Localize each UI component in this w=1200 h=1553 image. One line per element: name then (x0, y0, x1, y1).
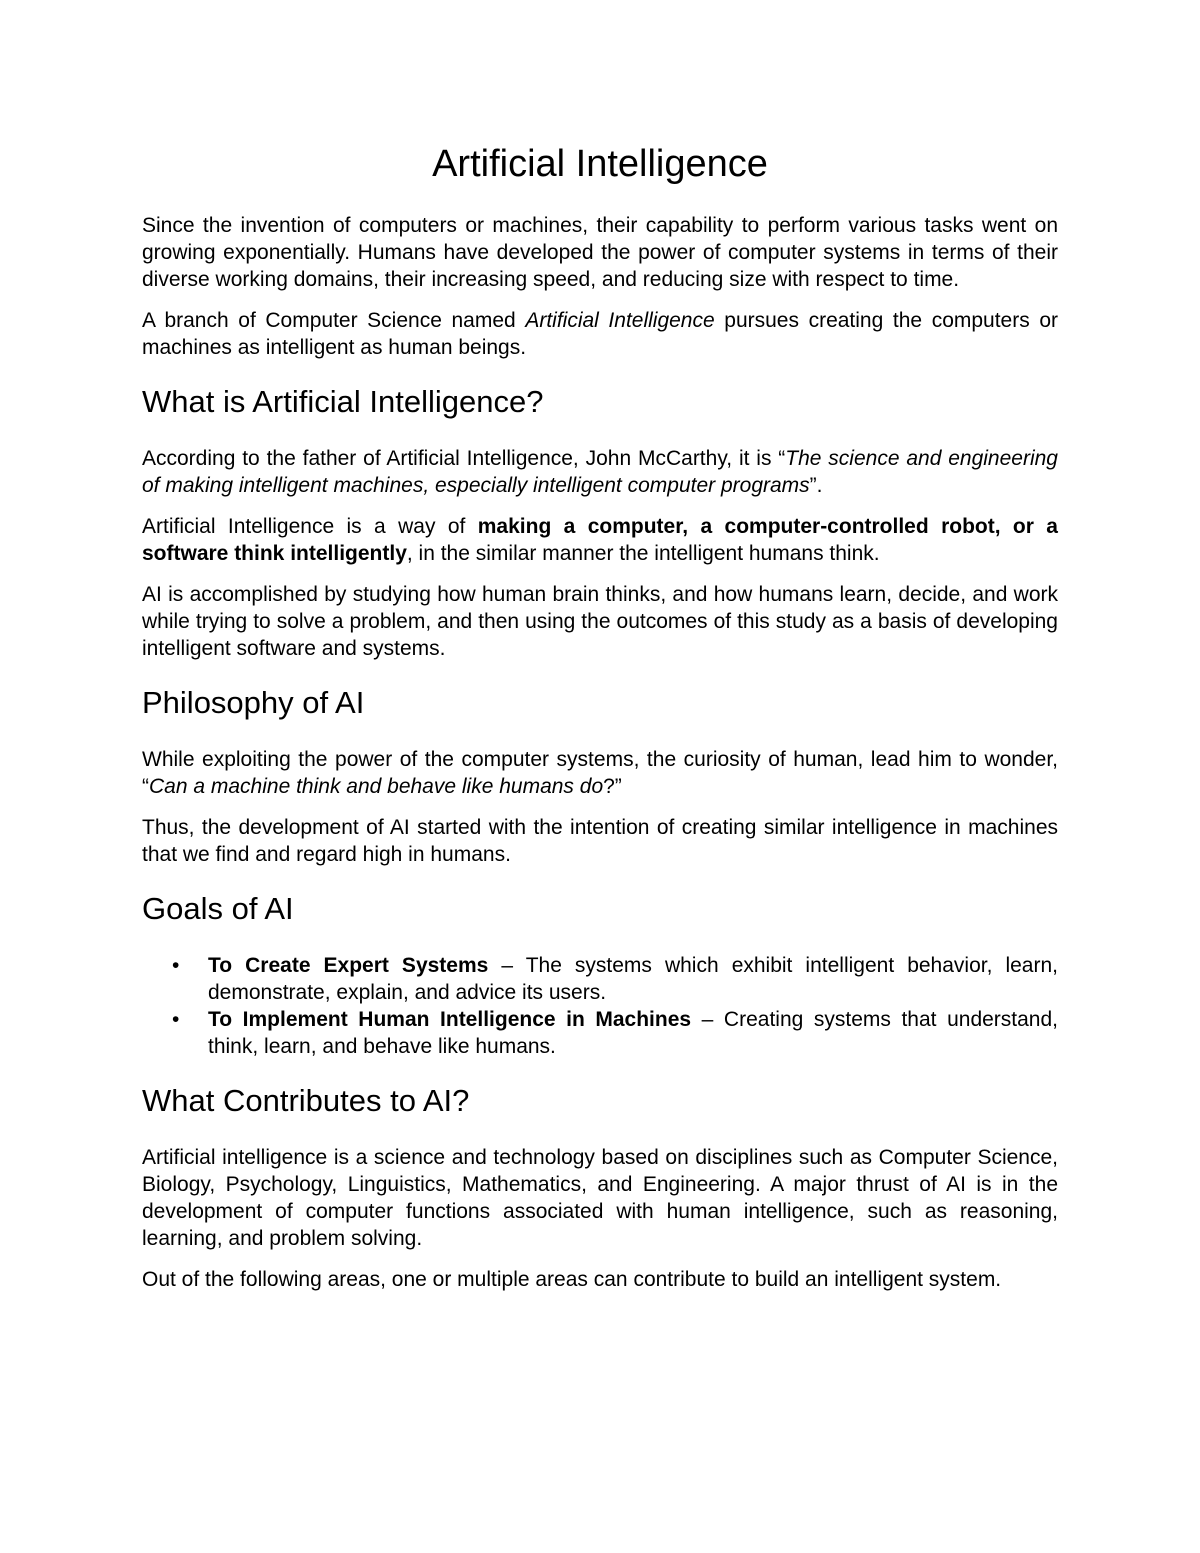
goal-title: To Implement Human Intelligence in Machines (208, 1008, 692, 1031)
goal-description: – Creating systems that understand, think, learn, and behave like humans. (208, 1008, 1058, 1058)
philosophy-p1-text-end: ?” (603, 775, 622, 798)
what-is-p2-text-start: Artificial Intelligence is a way of (142, 515, 478, 538)
goal-description: – The systems which exhibit intelligent behavior, learn, demonstrate, explain, and advice its users. (208, 954, 1058, 1004)
document-page (142, 140, 1058, 1307)
goal-title: To Create Expert Systems (208, 954, 489, 977)
mccarthy-quote: The science and engineering of making intelligent machines, especially intelligent computer programs (142, 447, 1058, 497)
bullet-icon: • (172, 1008, 180, 1031)
what-is-paragraph-2 (142, 513, 1058, 567)
contributes-paragraph-2: Out of the following areas, one or multiple areas can contribute to build an intelligent system. (142, 1268, 1002, 1291)
goals-list-item (142, 1006, 1058, 1060)
contributes-paragraph-1: Artificial intelligence is a science and technology based on disciplines such as Computer Science, Biology, Psychology, Linguistics, Mathematics, and Engineering. A major thrust of AI is in the development of computer functions associated with human intelligence, such as reasoning, learning, and problem solving. (142, 1146, 1058, 1250)
what-is-p2-text-end: , in the similar manner the intelligent humans think. (406, 542, 880, 565)
document-title: Artificial Intelligence (432, 143, 768, 185)
section-heading-what-is-ai: What is Artificial Intelligence? (142, 384, 544, 419)
goals-list-item (142, 952, 1058, 1006)
section-heading-contributes: What Contributes to AI? (142, 1083, 470, 1118)
what-is-p1-text-start: According to the father of Artificial Intelligence, John McCarthy, it is “ (142, 447, 786, 470)
section-heading-goals: Goals of AI (142, 891, 294, 926)
philosophy-paragraph-2: Thus, the development of AI started with the intention of creating similar intelligence in machines that we find and regard high in humans. (142, 816, 1058, 866)
philosophy-paragraph-1 (142, 746, 1058, 800)
intro-paragraph-2 (142, 307, 1058, 361)
intro-p2-text-end: pursues creating the computers or machines as intelligent as human beings. (142, 309, 1059, 359)
intro-p2-text-start: A branch of Computer Science named (142, 309, 526, 332)
what-is-paragraph-3: AI is accomplished by studying how human brain thinks, and how humans learn, decide, and work while trying to solve a problem, and then using the outcomes of this study as a basis of developing intelligent software and systems. (142, 583, 1058, 660)
section-heading-philosophy: Philosophy of AI (142, 685, 365, 720)
intro-p2-italic-term: Artificial Intelligence (525, 309, 715, 332)
bullet-icon: • (172, 954, 180, 977)
intro-paragraph-1: Since the invention of computers or machines, their capability to perform various tasks went on growing exponentially. Humans have developed the power of computer systems in terms of their diverse working domains, their increasing speed, and reducing size with respect to time. (142, 214, 1058, 291)
philosophy-quote: Can a machine think and behave like humans do (149, 775, 604, 798)
what-is-paragraph-1 (142, 445, 1058, 499)
what-is-p1-text-end: ”. (809, 474, 823, 497)
goals-list (142, 952, 1058, 1060)
philosophy-p1-text-start: While exploiting the power of the computer systems, the curiosity of human, lead him to wonder, “ (142, 748, 1058, 798)
what-is-p2-bold-phrase: making a computer, a computer-controlled robot, or a software think intelligently (142, 515, 1058, 565)
